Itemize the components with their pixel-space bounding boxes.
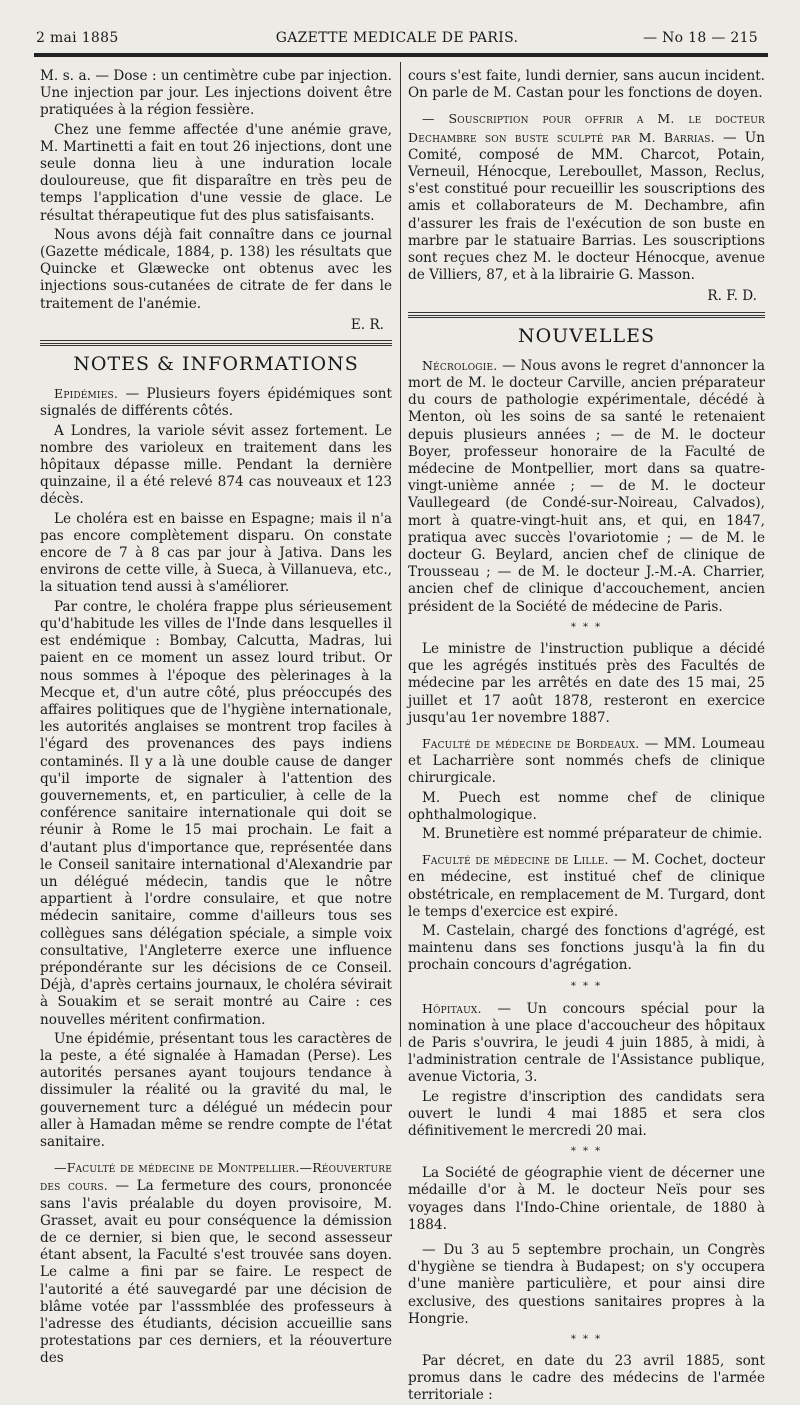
- paragraph: M. Brunetière est nommé préparateur de chimie.: [422, 825, 763, 842]
- paragraph: Le choléra est en baisse en Espagne; mais il n'a pas encore complètement disparu. On constate encore de 7 à 8 cas par jour à Jativa. Dans les environs de cette ville, à Sueca, à Villanueva, etc., la situation tend aussi à s'améliorer.: [40, 510, 392, 596]
- page-header: [36, 30, 758, 50]
- paragraph-montpellier: [40, 1159, 392, 1367]
- paragraph: — Du 3 au 5 septembre prochain, un Congrès d'hygiène se tiendra à Budapest; on s'y occupera d'une manière particulière, et pour ainsi dire exclusive, des questions sanitaires propres à la Hongrie.: [408, 1241, 765, 1327]
- section-rule: [40, 340, 392, 346]
- right-column: [408, 68, 766, 1404]
- header-date: 2 mai 1885: [36, 30, 119, 46]
- rubric-label: Faculté de médecine de Lille.: [422, 852, 609, 868]
- rubric-text: — MM. Loumeau et Lacharrière sont nommés chefs de clinique chirurgicale.: [408, 735, 765, 787]
- left-column: [40, 68, 392, 1367]
- column-divider: [400, 62, 401, 1047]
- paragraph: M. Castelain, chargé des fonctions d'agrégé, est maintenu dans ses fonctions jusqu'à la fin du prochain concours d'agrégation.: [408, 922, 765, 974]
- rubric-label: Hôpitaux.: [422, 1000, 482, 1016]
- separator-stars: * * *: [570, 1334, 603, 1345]
- section-rule: [408, 312, 765, 318]
- rubric-label: —Faculté de médecine de Montpellier.—Réouverture des cours.: [40, 1160, 392, 1194]
- paragraph: Nous avons déjà fait connaître dans ce journal (Gazette médicale, 1884, p. 138) les résultats que Quincke et Glæwecke ont obtenus avec les injections sous-cutanées de citrate de fer dans le traitement de l'anémie.: [40, 226, 392, 312]
- rubric-text: — Plusieurs foyers épidémiques sont signalés de différents côtés.: [40, 386, 392, 420]
- rubric-label: Nécrologie.: [422, 357, 498, 373]
- paragraph-hopitaux: [408, 1000, 765, 1087]
- paragraph-necrologie: [408, 357, 765, 616]
- separator-stars: * * *: [570, 621, 603, 633]
- separator-stars: * * *: [570, 980, 603, 992]
- header-title: GAZETTE MEDICALE DE PARIS.: [275, 30, 519, 46]
- rubric-text: — La fermeture des cours, prononcée sans l'avis préalable du doyen provisoire, M. Grasset, avait eu pour conséquence la démission de ce dernier, si bien que, le second assesseur étant absent, la Faculté s'est trouvée sans doyen. Le calme a fini par se faire. Le respect de l'autorité a été sauvegardé par une décision de blâme votée par l'asssmblée des professeurs à l'adresse des étudiants, décision accueillie sans protestations par ces derniers, et la réouverture des: [40, 1178, 392, 1367]
- paragraph: La Société de géographie vient de décerner une médaille d'or à M. le docteur Neïs pour ses voyages dans l'Indo-Chine orientale, de 1880 à 1884.: [408, 1165, 765, 1233]
- paragraph-souscription: [408, 110, 765, 284]
- signature: R. F. D.: [707, 288, 757, 305]
- header-rule: [34, 53, 768, 57]
- paragraph: Le registre d'inscription des candidats sera ouvert le lundi 4 mai 1885 et sera clos définitivement le mercredi 20 mai.: [408, 1088, 765, 1139]
- separator-stars: * * *: [570, 1146, 603, 1158]
- paragraph-epidemies: [40, 385, 392, 420]
- paragraph: Par contre, le choléra frappe plus sérieusement qu'd'habitude les villes de l'Inde dans lesquelles il est endémique : Bombay, Calcutta, Madras, lui paient en ce moment un assez lourd tribut. Or nous sommes à l'époque des pèlerinages à la Mecque et, d'un autre côté, plus préoccupés des affaires politiques que de l'hygiène internationale, les autorités anglaises se montrent trop faciles à l'égard des provenances des pays indiens contaminés. Il y a là une double cause de danger qu'il importe de signaler à l'attention des gouvernements, et, en particulier, à celle de la conférence sanitaire internationale qui doit se réunir à Rome le 15 mai prochain. Le fait a d'autant plus d'importance que, représentée dans le Conseil sanitaire international d'Alexandrie par un délégué médecin, tandis que le nôtre appartient à l'ordre consulaire, et que notre médecin sanitaire, comme d'ailleurs tous ses collègues sans délégation spéciale, a simple voix consultative, l'Angleterre exerce une influence prépondérante sur les décisions de ce Conseil. Déjà, d'après certains journaux, le choléra sévirait à Souakim et se serait montré au Caire : ces nouvelles méritent confirmation.: [40, 598, 392, 1028]
- rubric-label: Epidémies.: [54, 386, 119, 402]
- section-heading: NOUVELLES: [518, 324, 655, 347]
- paragraph: M. s. a. — Dose : un centimètre cube par injection. Une injection par jour. Les injections doivent être pratiquées à la région fessière.: [40, 68, 392, 119]
- rubric-label: — Souscription pour offrir a M. le docteur Dechambre son buste sculpté par M. Barrias.: [408, 111, 765, 145]
- paragraph: Le ministre de l'instruction publique a décidé que les agrégés institués près des Facultés de médecine par les arrêtés en date des 15 mai, 25 juillet et 17 août 1878, resteront en exercice jusqu'au 1er novembre 1887.: [408, 640, 765, 726]
- paragraph: A Londres, la variole sévit assez fortement. Le nombre des varioleux en traitement dans les hôpitaux dépasse mille. Pendant la dernière quinzaine, il a été relevé 874 cas nouveaux et 123 décès.: [40, 422, 392, 508]
- rubric-text: — Un Comité, composé de MM. Charcot, Potain, Verneuil, Hénocque, Lereboullet, Masson, Reclus, s'est constitué pour recueillir les souscriptions des amis et collaborateurs de M. Dechambre, afin d'assurer les frais de l'exécution de son buste en marbre par le statuaire Barrias. Les souscriptions sont reçues chez M. le docteur Hénocque, avenue de Villiers, 87, et à la librairie G. Masson.: [408, 129, 766, 284]
- header-page-number: — No 18 — 215: [643, 30, 758, 46]
- paragraph: cours s'est faite, lundi dernier, sans aucun incident. On parle de M. Castan pour les fonctions de doyen.: [408, 68, 765, 102]
- rubric-text: — Un concours spécial pour la nomination à une place d'accoucheur des hôpitaux de Paris s'ouvrira, le jeudi 4 juin 1885, à midi, à l'administration centrale de l'Assistance publique, avenue Victoria, 3.: [408, 1000, 765, 1086]
- paragraph: Chez une femme affectée d'une anémie grave, M. Martinetti a fait en tout 26 injections, dont une seule donna lieu à une induration locale douloureuse, que fit disparaître en très peu de temps l'application d'une vessie de glace. Le résultat thérapeutique fut des plus satisfaisants.: [40, 121, 392, 224]
- rubric-text: — Nous avons le regret d'annoncer la mort de M. le docteur Carville, ancien préparateur du cours de pathologie expérimentale, décédé à Menton, où les soins de sa santé le retenaient depuis plusieurs années ; — de M. le docteur Boyer, professeur honoraire de la Faculté de médecine de Montpellier, mort dans sa quatre-vingt-unième année ; — de M. le docteur Vaullegeard (de Condé-sur-Noireau, Calvados), mort à quatre-vingt-huit ans, et qui, en 1847, pratiqua avec succès l'ovariotomie ; — de M. le docteur G. Beylard, ancien chef de clinique de Trousseau ; — de M. le docteur J.-M.-A. Charrier, ancien chef de clinique d'accouchement, ancien président de la Société de médecine de Paris.: [408, 357, 765, 615]
- paragraph-bordeaux: [408, 735, 765, 788]
- paragraph: Par décret, en date du 23 avril 1885, sont promus dans le cadre des médecins de l'armée territoriale :: [408, 1353, 765, 1404]
- paragraph: Une épidémie, présentant tous les caractères de la peste, a été signalée à Hamadan (Perse). Les autorités persanes ayant toujours tendance à dissimuler la réalité ou la gravité du mal, le gouvernement turc a délégué un médecin pour aller à Hamadan même se rendre compte de l'état sanitaire.: [40, 1030, 392, 1150]
- rubric-label: Faculté de médecine de Bordeaux.: [422, 735, 640, 751]
- section-heading: NOTES & INFORMATIONS: [73, 353, 359, 376]
- signature: E. R.: [350, 316, 384, 333]
- paragraph: M. Puech est nomme chef de clinique ophthalmologique.: [408, 789, 765, 823]
- rubric-text: — M. Cochet, docteur en médecine, est institué chef de clinique obstétricale, en remplacement de M. Turgard, dont le temps d'exercice est expiré.: [408, 852, 765, 920]
- paragraph-lille: [408, 851, 765, 921]
